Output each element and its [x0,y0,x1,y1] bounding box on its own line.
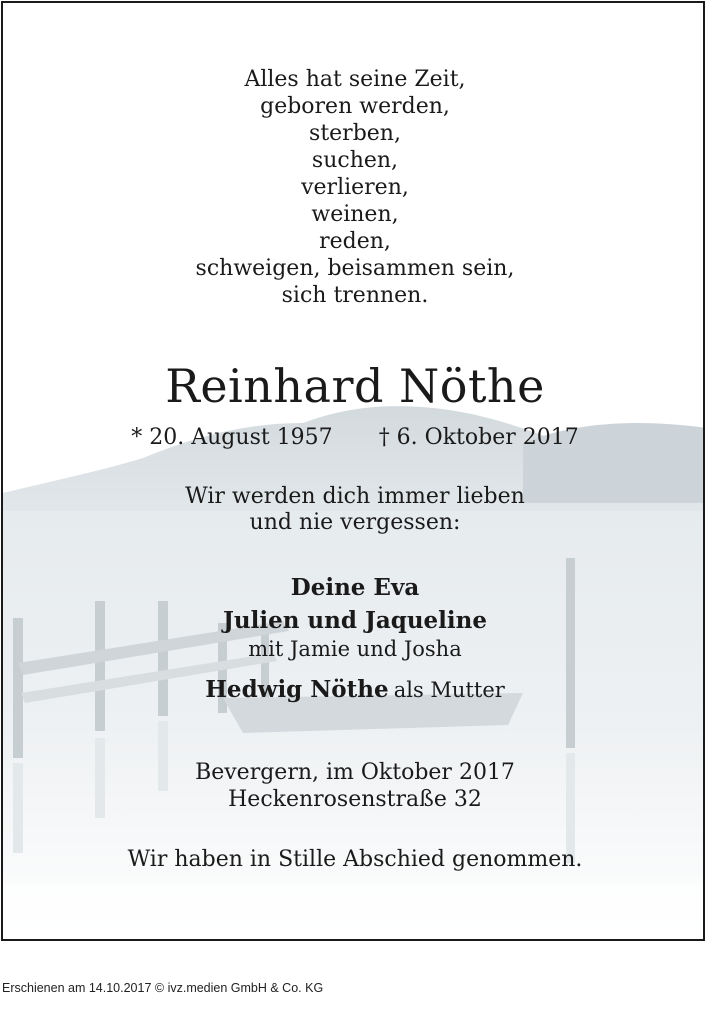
death-date: † 6. Oktober 2017 [378,425,579,450]
poem-line: sich trennen. [281,283,429,308]
poem-line: suchen, [311,148,399,173]
dedication-line: und nie vergessen: [249,510,461,535]
closing-line: Wir haben in Stille Abschied genommen. [127,847,583,872]
publication-footer: Erschienen am 14.10.2017 © ivz.medien GmbH & Co. KG [2,981,324,995]
mourner-mother [3,676,705,703]
address-line: Heckenrosenstraße 32 [228,787,482,812]
deceased-name: Reinhard Nöthe [165,359,545,413]
mourner-name: Deine Eva [290,574,420,601]
poem-line: verlieren, [301,175,409,200]
poem-line: weinen, [311,202,399,227]
place-line: Bevergern, im Oktober 2017 [195,760,515,785]
life-dates [3,425,705,450]
mourner-relation: als Mutter [393,678,505,702]
obituary-notice [1,1,705,941]
poem-line: geboren werden, [260,94,450,119]
birth-date: * 20. August 1957 [131,425,333,450]
poem-line: schweigen, beisammen sein, [195,256,515,281]
poem-line: reden, [319,229,391,254]
dedication-line: Wir werden dich immer lieben [185,484,525,509]
mourner-subline: mit Jamie und Josha [248,637,462,661]
mourner-name: Julien und Jaqueline [222,607,488,634]
poem-line: Alles hat seine Zeit, [244,67,466,92]
mourner-name: Hedwig Nöthe [205,676,389,703]
poem-line: sterben, [309,121,401,146]
